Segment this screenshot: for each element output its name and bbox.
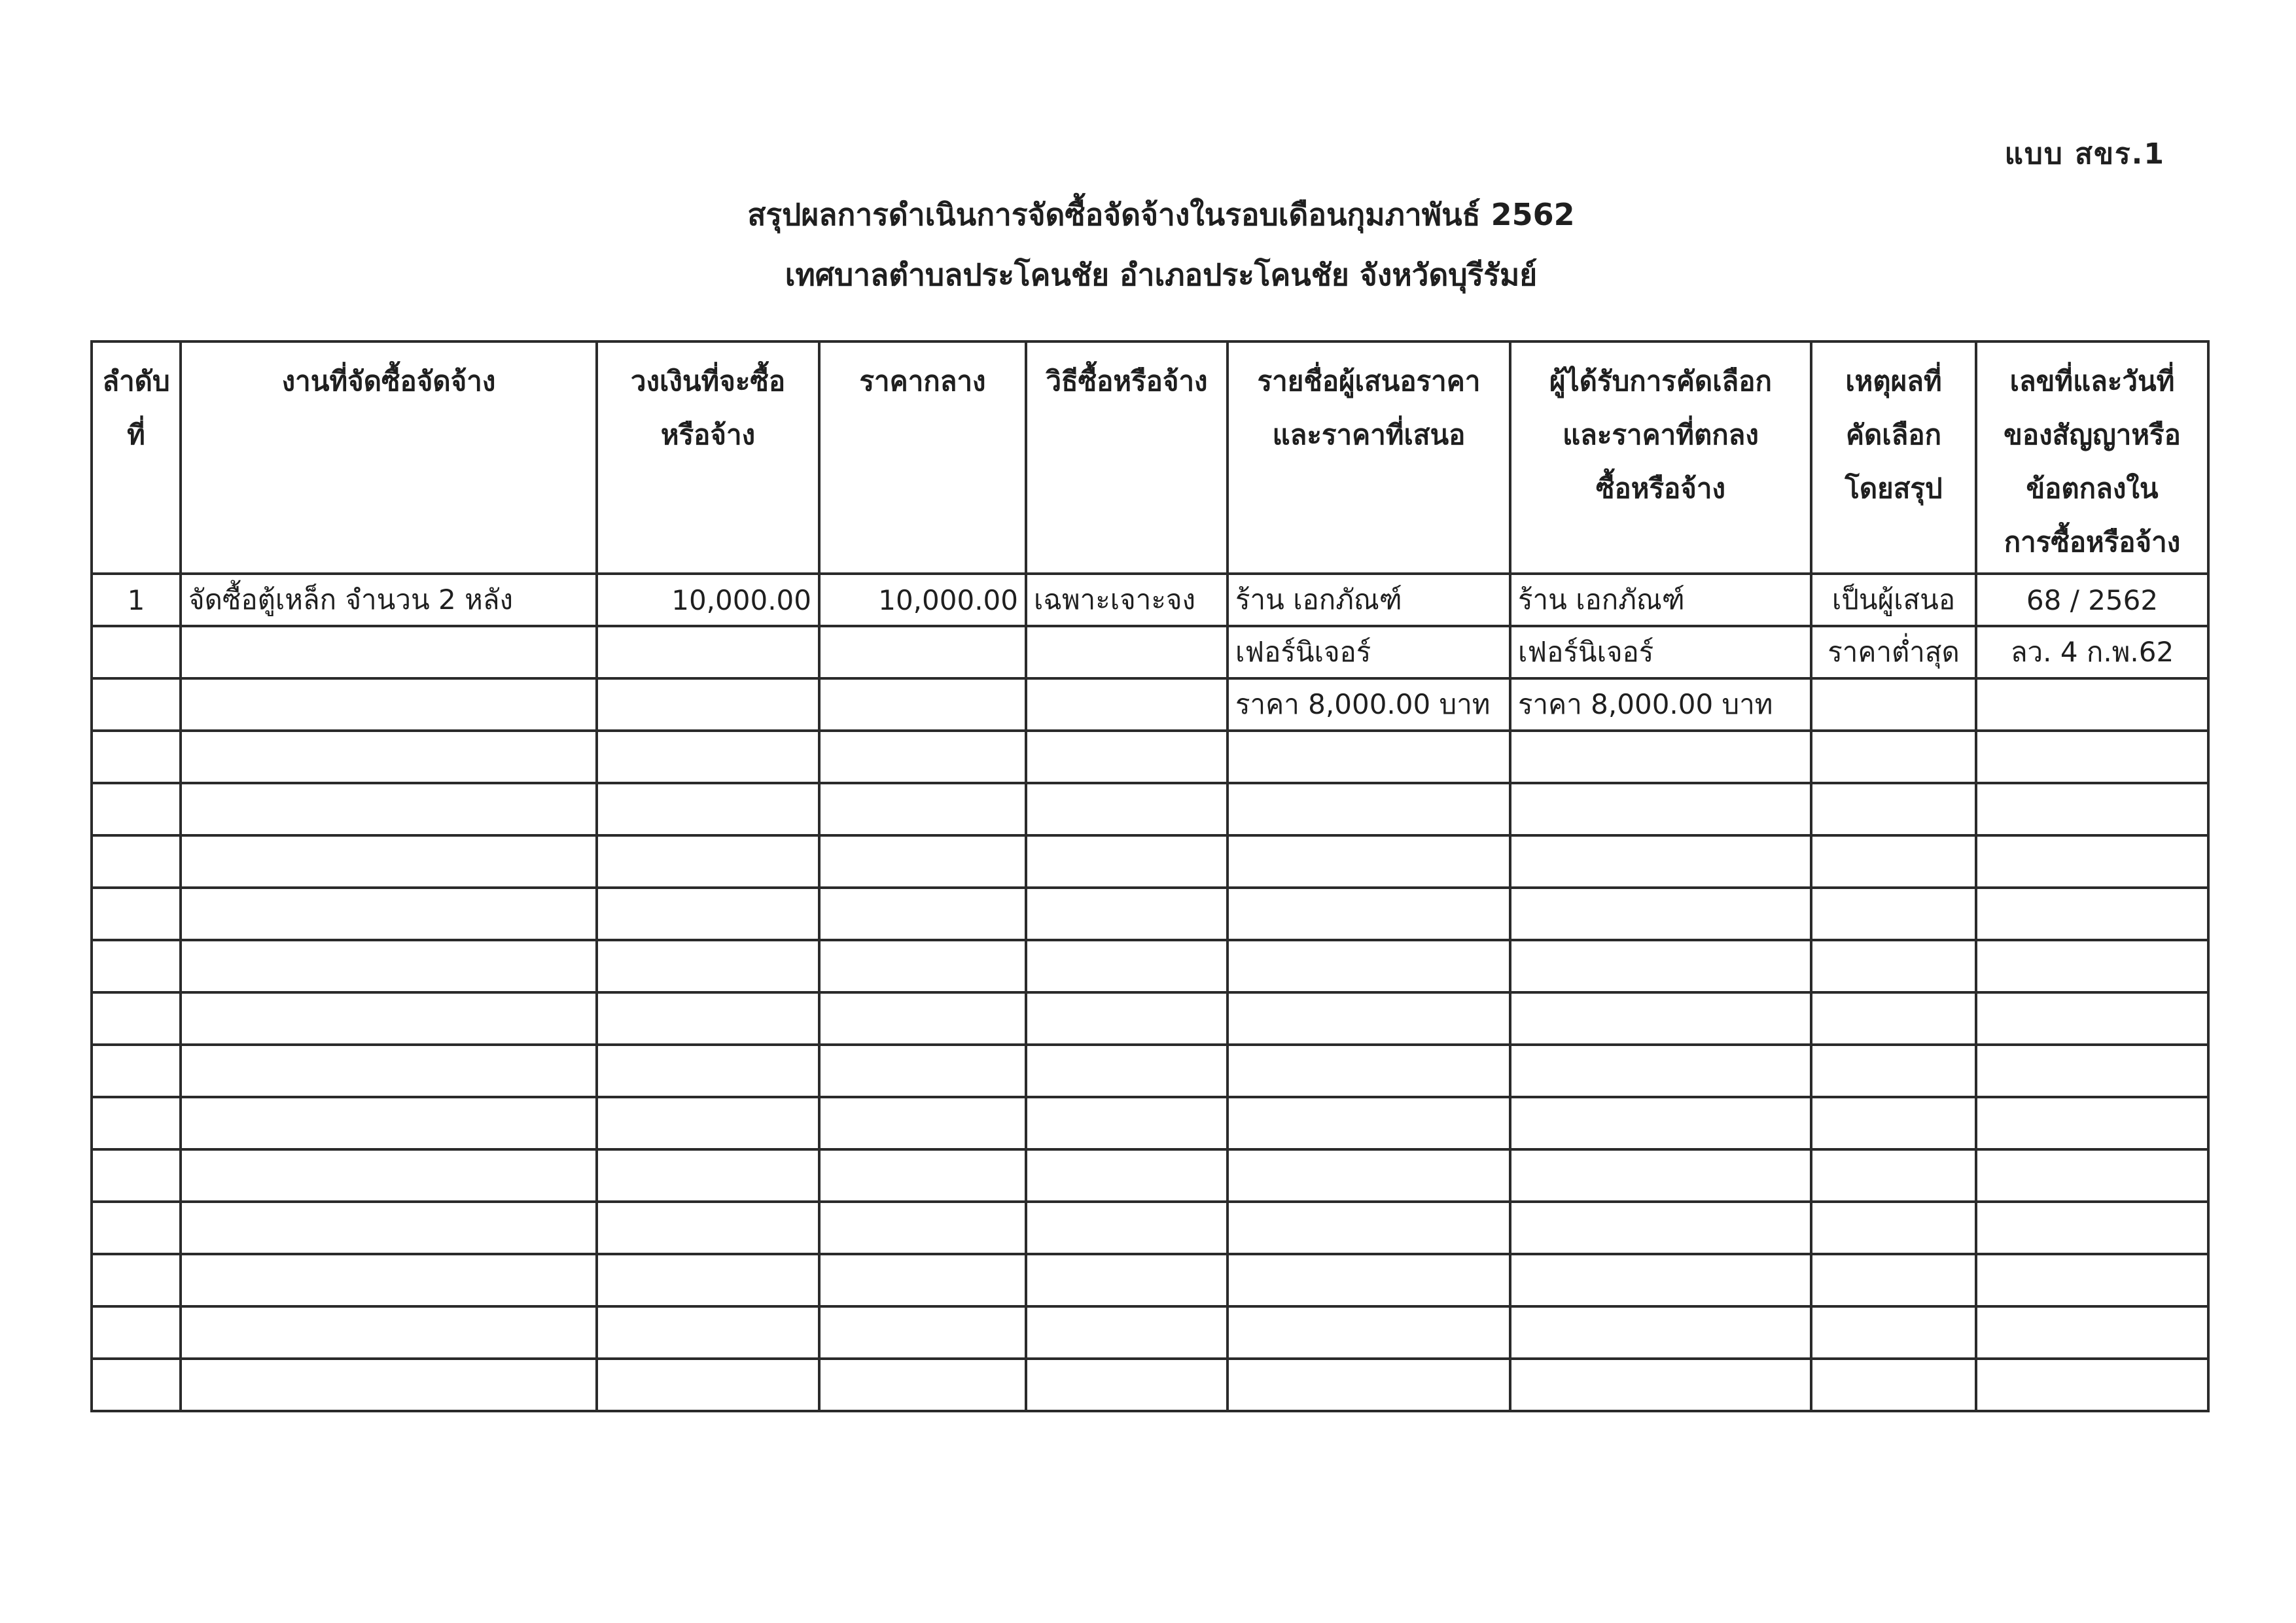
cell-bidders-and-prices — [1227, 783, 1510, 835]
cell-seq-no: 1 — [92, 574, 181, 626]
table-row — [92, 992, 2208, 1045]
cell-selection-reason — [1811, 888, 1976, 940]
cell-reference-price — [819, 626, 1026, 678]
cell-procurement-item — [181, 1254, 597, 1306]
cell-procurement-method — [1026, 1202, 1227, 1254]
cell-reference-price — [819, 888, 1026, 940]
header-selection-reason-line: โดยสรุป — [1845, 472, 1943, 504]
header-selection-reason-line: เหตุผลที่ — [1845, 365, 1942, 397]
cell-contract-no-date — [1976, 783, 2208, 835]
table-row — [92, 783, 2208, 835]
cell-selection-reason — [1811, 1306, 1976, 1359]
cell-contract-no-date — [1976, 1202, 2208, 1254]
cell-seq-no — [92, 1202, 181, 1254]
table-row — [92, 1202, 2208, 1254]
cell-contract-no-date — [1976, 678, 2208, 731]
cell-procurement-item — [181, 1097, 597, 1149]
cell-procurement-item — [181, 1149, 597, 1202]
cell-selected-vendor: เฟอร์นิเจอร์ — [1510, 626, 1811, 678]
header-budget-amount — [597, 341, 819, 574]
cell-procurement-method — [1026, 731, 1227, 783]
cell-reference-price — [819, 1045, 1026, 1097]
header-seq-no — [92, 341, 181, 574]
cell-seq-no — [92, 940, 181, 992]
cell-bidders-and-prices — [1227, 940, 1510, 992]
procurement-summary-table — [90, 340, 2210, 1412]
table-row — [92, 888, 2208, 940]
table-row — [92, 1149, 2208, 1202]
cell-selected-vendor — [1510, 992, 1811, 1045]
table-row — [92, 1254, 2208, 1306]
cell-reference-price — [819, 731, 1026, 783]
header-procurement-method-line: วิธีซื้อหรือจ้าง — [1046, 365, 1208, 397]
cell-procurement-item: จัดซื้อตู้เหล็ก จำนวน 2 หลัง — [181, 574, 597, 626]
cell-seq-no — [92, 1149, 181, 1202]
title-line-2: เทศบาลตำบลประโคนชัย อำเภอประโคนชัย จังหวัดบุรีรัมย์ — [785, 257, 1538, 292]
cell-procurement-item — [181, 1306, 597, 1359]
cell-contract-no-date: 68 / 2562 — [1976, 574, 2208, 626]
cell-budget-amount — [597, 678, 819, 731]
cell-selection-reason — [1811, 731, 1976, 783]
cell-seq-no — [92, 1359, 181, 1411]
cell-procurement-item — [181, 1359, 597, 1411]
cell-reference-price — [819, 678, 1026, 731]
table-row — [92, 1097, 2208, 1149]
header-reference-price-line: ราคากลาง — [859, 365, 986, 397]
cell-procurement-item — [181, 888, 597, 940]
cell-procurement-method — [1026, 1306, 1227, 1359]
cell-seq-no — [92, 731, 181, 783]
cell-procurement-method — [1026, 626, 1227, 678]
cell-procurement-method — [1026, 1359, 1227, 1411]
cell-contract-no-date — [1976, 1306, 2208, 1359]
cell-bidders-and-prices — [1227, 992, 1510, 1045]
cell-bidders-and-prices — [1227, 888, 1510, 940]
cell-bidders-and-prices — [1227, 1306, 1510, 1359]
cell-seq-no — [92, 678, 181, 731]
table-row — [92, 1306, 2208, 1359]
cell-selected-vendor — [1510, 888, 1811, 940]
cell-reference-price — [819, 783, 1026, 835]
cell-procurement-method — [1026, 835, 1227, 888]
cell-procurement-item — [181, 940, 597, 992]
cell-contract-no-date — [1976, 1045, 2208, 1097]
cell-reference-price — [819, 1306, 1026, 1359]
cell-procurement-item — [181, 1202, 597, 1254]
cell-procurement-method — [1026, 1045, 1227, 1097]
cell-procurement-item — [181, 835, 597, 888]
cell-seq-no — [92, 783, 181, 835]
cell-bidders-and-prices — [1227, 1202, 1510, 1254]
cell-contract-no-date — [1976, 992, 2208, 1045]
table-row — [92, 626, 2208, 678]
cell-contract-no-date — [1976, 1254, 2208, 1306]
table-header-row — [92, 341, 2208, 574]
cell-selected-vendor — [1510, 783, 1811, 835]
cell-budget-amount — [597, 1149, 819, 1202]
form-code: แบบ สขร.1 — [2004, 137, 2165, 171]
cell-selection-reason — [1811, 992, 1976, 1045]
cell-budget-amount — [597, 1045, 819, 1097]
cell-selection-reason — [1811, 783, 1976, 835]
cell-contract-no-date — [1976, 731, 2208, 783]
cell-reference-price: 10,000.00 — [819, 574, 1026, 626]
cell-bidders-and-prices — [1227, 835, 1510, 888]
cell-budget-amount — [597, 835, 819, 888]
header-selection-reason — [1811, 341, 1976, 574]
cell-selected-vendor: ร้าน เอกภัณฑ์ — [1510, 574, 1811, 626]
cell-seq-no — [92, 1097, 181, 1149]
cell-selection-reason — [1811, 1097, 1976, 1149]
header-contract-no-date-line: ข้อตกลงใน — [2026, 472, 2159, 504]
cell-selection-reason — [1811, 1254, 1976, 1306]
cell-seq-no — [92, 992, 181, 1045]
table-row — [92, 678, 2208, 731]
title-line-1: สรุปผลการดำเนินการจัดซื้อจัดจ้างในรอบเดือนกุมภาพันธ์ 2562 — [747, 197, 1575, 232]
cell-selection-reason — [1811, 1359, 1976, 1411]
header-seq-no-line: ลำดับ — [102, 365, 170, 397]
cell-selected-vendor — [1510, 731, 1811, 783]
cell-bidders-and-prices — [1227, 1149, 1510, 1202]
cell-contract-no-date — [1976, 1359, 2208, 1411]
cell-selection-reason — [1811, 835, 1976, 888]
cell-selected-vendor — [1510, 940, 1811, 992]
cell-selection-reason: ราคาต่ำสุด — [1811, 626, 1976, 678]
cell-bidders-and-prices — [1227, 1359, 1510, 1411]
cell-seq-no — [92, 626, 181, 678]
header-procurement-item — [181, 341, 597, 574]
document-title — [0, 184, 2296, 305]
cell-procurement-item — [181, 678, 597, 731]
cell-seq-no — [92, 835, 181, 888]
cell-contract-no-date — [1976, 1149, 2208, 1202]
header-selected-vendor-line: ซื้อหรือจ้าง — [1596, 472, 1725, 504]
cell-procurement-method — [1026, 678, 1227, 731]
header-contract-no-date-line: เลขที่และวันที่ — [2009, 365, 2175, 397]
header-contract-no-date-line: ของสัญญาหรือ — [2004, 419, 2181, 451]
cell-selected-vendor — [1510, 835, 1811, 888]
header-bidders-and-prices-line: รายชื่อผู้เสนอราคา — [1257, 365, 1481, 397]
cell-selected-vendor — [1510, 1045, 1811, 1097]
cell-reference-price — [819, 1202, 1026, 1254]
header-seq-no-line: ที่ — [127, 419, 145, 451]
table-body — [92, 574, 2208, 1411]
cell-selection-reason: เป็นผู้เสนอ — [1811, 574, 1976, 626]
cell-reference-price — [819, 992, 1026, 1045]
cell-selected-vendor: ราคา 8,000.00 บาท — [1510, 678, 1811, 731]
header-bidders-and-prices — [1227, 341, 1510, 574]
table-row — [92, 940, 2208, 992]
cell-budget-amount — [597, 626, 819, 678]
cell-budget-amount — [597, 1254, 819, 1306]
header-selected-vendor-line: และราคาที่ตกลง — [1563, 419, 1759, 451]
cell-budget-amount — [597, 1359, 819, 1411]
cell-procurement-method — [1026, 940, 1227, 992]
cell-seq-no — [92, 888, 181, 940]
header-contract-no-date-line: การซื้อหรือจ้าง — [2004, 526, 2181, 558]
cell-seq-no — [92, 1306, 181, 1359]
header-selected-vendor-line: ผู้ได้รับการคัดเลือก — [1549, 365, 1772, 397]
cell-contract-no-date: ลว. 4 ก.พ.62 — [1976, 626, 2208, 678]
table-row — [92, 574, 2208, 626]
cell-budget-amount — [597, 783, 819, 835]
header-bidders-and-prices-line: และราคาที่เสนอ — [1272, 419, 1466, 451]
cell-selection-reason — [1811, 1149, 1976, 1202]
cell-procurement-item — [181, 992, 597, 1045]
cell-selection-reason — [1811, 1045, 1976, 1097]
cell-bidders-and-prices — [1227, 1097, 1510, 1149]
cell-reference-price — [819, 1097, 1026, 1149]
table-row — [92, 835, 2208, 888]
cell-selected-vendor — [1510, 1149, 1811, 1202]
cell-procurement-method — [1026, 1254, 1227, 1306]
header-selected-vendor — [1510, 341, 1811, 574]
cell-reference-price — [819, 1359, 1026, 1411]
cell-budget-amount — [597, 1202, 819, 1254]
cell-selected-vendor — [1510, 1097, 1811, 1149]
cell-procurement-method: เฉพาะเจาะจง — [1026, 574, 1227, 626]
cell-bidders-and-prices: เฟอร์นิเจอร์ — [1227, 626, 1510, 678]
cell-selection-reason — [1811, 1202, 1976, 1254]
header-selection-reason-line: คัดเลือก — [1845, 419, 1942, 451]
cell-seq-no — [92, 1045, 181, 1097]
cell-procurement-method — [1026, 1097, 1227, 1149]
table-row — [92, 1045, 2208, 1097]
table-row — [92, 731, 2208, 783]
cell-selected-vendor — [1510, 1306, 1811, 1359]
cell-bidders-and-prices: ร้าน เอกภัณฑ์ — [1227, 574, 1510, 626]
cell-budget-amount — [597, 940, 819, 992]
cell-bidders-and-prices — [1227, 1254, 1510, 1306]
cell-procurement-method — [1026, 783, 1227, 835]
header-procurement-item-line: งานที่จัดซื้อจัดจ้าง — [281, 365, 496, 397]
cell-contract-no-date — [1976, 940, 2208, 992]
cell-budget-amount — [597, 731, 819, 783]
cell-contract-no-date — [1976, 1097, 2208, 1149]
cell-reference-price — [819, 835, 1026, 888]
cell-budget-amount — [597, 992, 819, 1045]
cell-procurement-item — [181, 626, 597, 678]
header-reference-price — [819, 341, 1026, 574]
header-procurement-method — [1026, 341, 1227, 574]
cell-contract-no-date — [1976, 835, 2208, 888]
cell-selected-vendor — [1510, 1254, 1811, 1306]
cell-reference-price — [819, 940, 1026, 992]
header-budget-amount-line: หรือจ้าง — [660, 419, 756, 451]
table-row — [92, 1359, 2208, 1411]
cell-budget-amount: 10,000.00 — [597, 574, 819, 626]
cell-selection-reason — [1811, 940, 1976, 992]
cell-procurement-item — [181, 731, 597, 783]
cell-reference-price — [819, 1149, 1026, 1202]
cell-budget-amount — [597, 1097, 819, 1149]
cell-bidders-and-prices — [1227, 1045, 1510, 1097]
cell-procurement-method — [1026, 1149, 1227, 1202]
cell-reference-price — [819, 1254, 1026, 1306]
cell-budget-amount — [597, 1306, 819, 1359]
cell-bidders-and-prices: ราคา 8,000.00 บาท — [1227, 678, 1510, 731]
cell-procurement-method — [1026, 992, 1227, 1045]
header-budget-amount-line: วงเงินที่จะซื้อ — [630, 365, 786, 397]
cell-procurement-item — [181, 783, 597, 835]
header-contract-no-date — [1976, 341, 2208, 574]
cell-procurement-item — [181, 1045, 597, 1097]
cell-bidders-and-prices — [1227, 731, 1510, 783]
cell-contract-no-date — [1976, 888, 2208, 940]
cell-selection-reason — [1811, 678, 1976, 731]
cell-seq-no — [92, 1254, 181, 1306]
cell-procurement-method — [1026, 888, 1227, 940]
cell-selected-vendor — [1510, 1202, 1811, 1254]
cell-selected-vendor — [1510, 1359, 1811, 1411]
cell-budget-amount — [597, 888, 819, 940]
